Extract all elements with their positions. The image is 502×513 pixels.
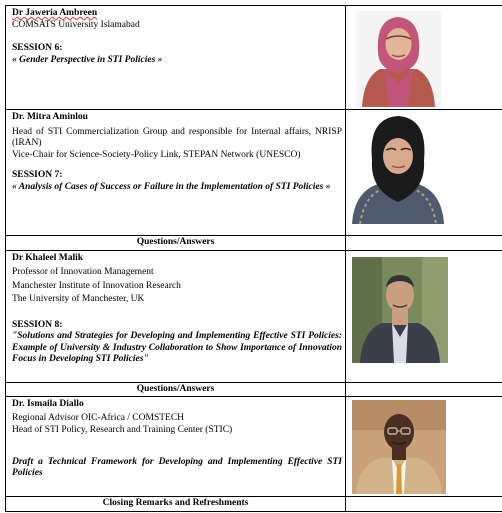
speaker-row <box>6 6 502 110</box>
speaker-name: Dr Khaleel Malik <box>12 252 84 263</box>
questions-answers-label: Questions/Answers <box>6 382 346 397</box>
speaker-photo-cell <box>346 250 502 382</box>
break-row <box>6 497 502 512</box>
empty-cell <box>346 382 502 397</box>
speaker-name: Dr Jaweria Ambreen <box>12 8 98 18</box>
speaker-position: Manchester Institute of Innovation Research <box>12 280 181 291</box>
speaker-name: Dr. Ismaila Diallo <box>12 399 84 409</box>
session-label: SESSION 6: <box>12 43 63 53</box>
break-row <box>6 236 502 251</box>
speaker-photo-cell <box>346 397 502 497</box>
session-title: Draft a Technical Framework for Developing and Implementing Effective STI Policies <box>12 456 342 478</box>
break-row <box>6 382 502 397</box>
session-label: SESSION 8: <box>12 319 63 330</box>
speaker-position: Regional Advisor OIC-Africa / COMSTECH <box>12 412 185 423</box>
speaker-row <box>6 397 502 497</box>
speaker-photo-man-glasses-beige-suit-icon <box>352 400 446 494</box>
speaker-photo-cell <box>346 110 502 236</box>
closing-remarks-label: Closing Remarks and Refreshments <box>6 497 346 512</box>
speaker-photo-man-suit-icon <box>352 257 448 363</box>
empty-cell <box>346 236 502 251</box>
questions-answers-label: Questions/Answers <box>6 236 346 251</box>
speaker-position: Professor of Innovation Management <box>12 267 154 277</box>
speaker-photo-woman-black-hijab-icon <box>350 112 446 224</box>
speaker-row <box>6 110 502 236</box>
session-label: SESSION 7: <box>12 170 63 180</box>
session-title: « Analysis of Cases of Success or Failure in the Implementation of STI Policies » <box>12 181 331 192</box>
speaker-position: Head of STI Policy, Research and Training Center (STIC) <box>12 425 233 435</box>
session-title: "Solutions and Strategies for Developing and Implementing Effective STI Policies: Example of University & Industry Collaboration to Show Importance of Innovation Focus in Developing STI Policies" <box>12 331 342 364</box>
speaker-info-cell <box>6 110 346 236</box>
speaker-info-cell <box>6 6 346 110</box>
session-title: « Gender Perspective in STI Policies » <box>12 54 163 65</box>
speaker-name: Dr. Mitra Aminlou <box>12 112 88 122</box>
programme-table <box>5 5 502 512</box>
speaker-photo-cell <box>346 6 502 110</box>
speaker-affiliation: COMSATS University Islamabad <box>12 19 140 30</box>
empty-cell <box>346 497 502 512</box>
speaker-position: Vice-Chair for Science-Society-Policy Link, STEPAN Network (UNESCO) <box>12 149 301 160</box>
speaker-info-cell <box>6 250 346 382</box>
speaker-info-cell <box>6 397 346 497</box>
speaker-photo-woman-hijab-pink-icon <box>356 11 441 107</box>
speaker-position: Head of STI Commercialization Group and responsible for Internal affairs, NRISP (IRAN) <box>12 126 342 148</box>
speaker-row <box>6 250 502 382</box>
speaker-position: The University of Manchester, UK <box>12 294 145 304</box>
